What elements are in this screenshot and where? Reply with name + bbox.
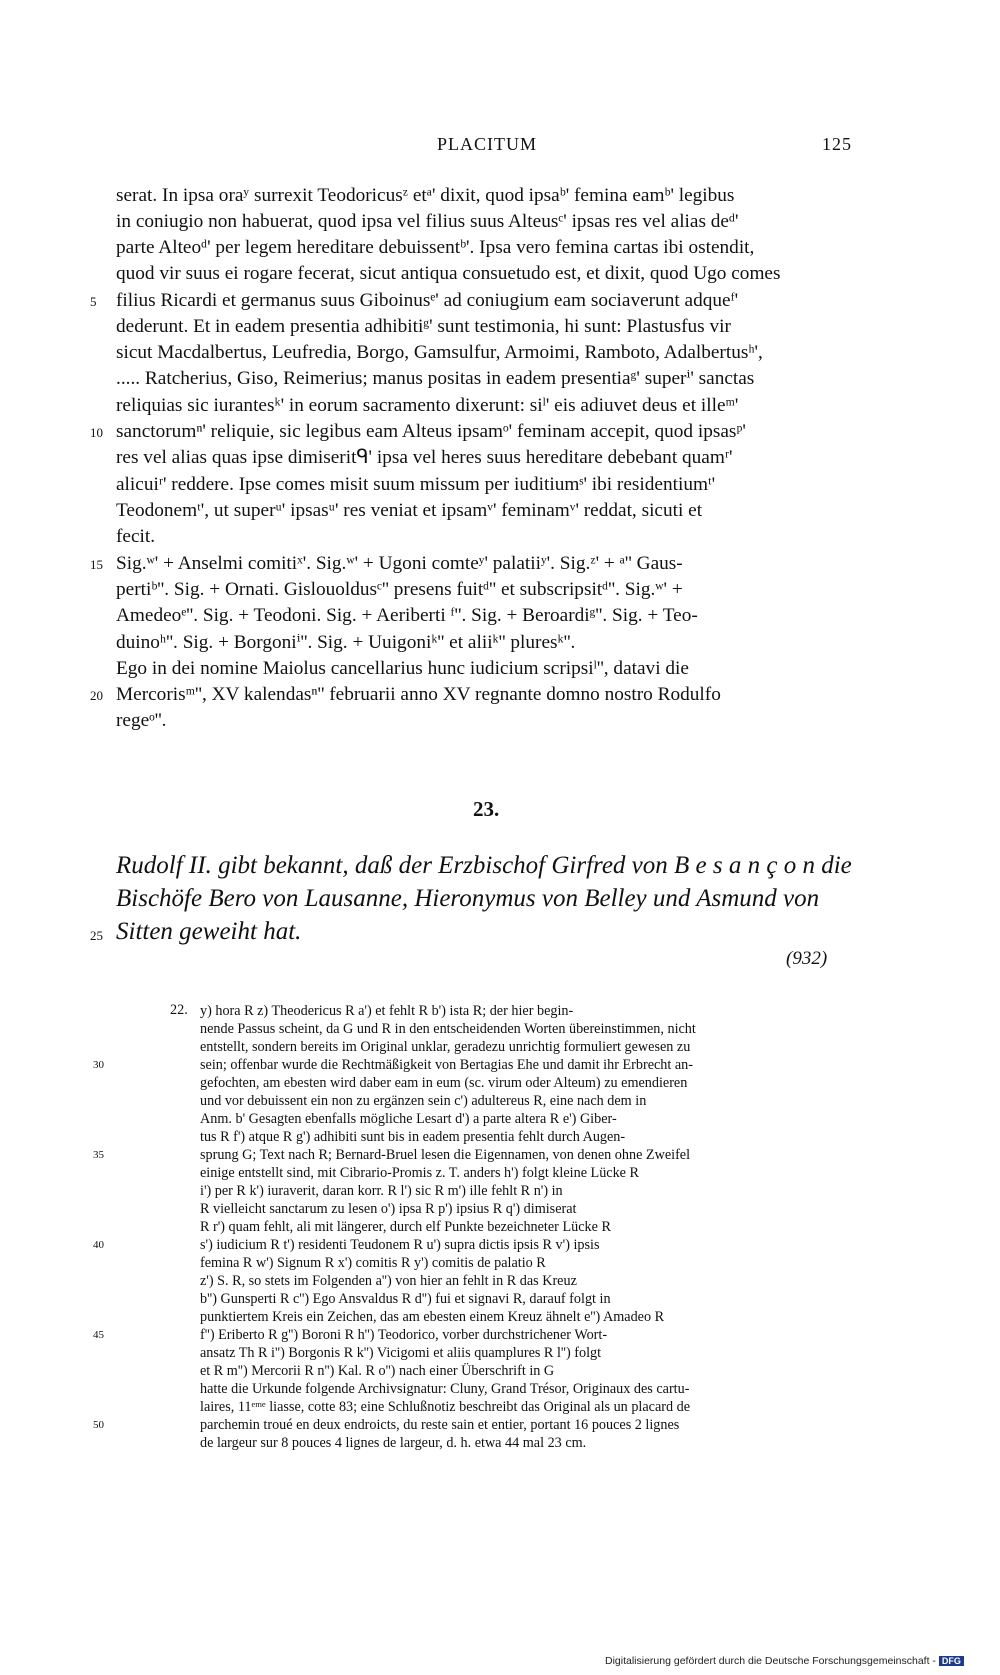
body-line: parte Alteoᵈ' per legem hereditare debuissentᵇ'. Ipsa vero femina cartas ibi ostendit, (116, 237, 755, 258)
digitization-footer (605, 1655, 964, 1667)
line-number: 5 (90, 294, 97, 309)
footnote-line: nende Passus scheint, da G und R in den entscheidenden Worten übereinstimmen, nicht (200, 1021, 696, 1037)
footnote-line: R r') quam fehlt, ali mit längerer, durch elf Punkte bezeichneter Lücke R (200, 1219, 611, 1235)
body-line: Teodonemᵗ', ut superᵘ' ipsasᵘ' res veniat et ipsamᵛ' feminamᵛ' reddat, sicuti et (116, 500, 703, 521)
body-line: sicut Macdalbertus, Leufredia, Borgo, Gamsulfur, Armoimi, Ramboto, Adalbertusʰ', (116, 342, 763, 363)
regest-line: Sitten geweiht hat. (116, 918, 302, 945)
footnote-line: und vor debuissent ein non zu ergänzen sein c') adultereus R, eine nach dem in (200, 1093, 647, 1109)
footnote-line: laires, 11ᵉᵐᵉ liasse, cotte 83; eine Schlußnotiz beschreibt das Original als un placard de (200, 1399, 691, 1415)
line-number: 25 (90, 928, 103, 943)
footnote-line: y) hora R z) Theodericus R a') et fehlt R b') ista R; der hier begin- (200, 1003, 574, 1019)
page-number: 125 (822, 134, 852, 154)
footnote-line: s') iudicium R t') residenti Teudonem R u') supra dictis ipsis R v') ipsis (200, 1237, 600, 1253)
body-line: Mercorisᵐ'', XV kalendasⁿ'' februarii anno XV regnante domno nostro Rodulfo (116, 684, 721, 705)
body-line: sanctorumⁿ' reliquie, sic legibus eam Alteus ipsamᵒ' feminam accepit, quod ipsasᵖ' (116, 421, 746, 442)
body-line: reliquias sic iurantesᵏ' in eorum sacramento dixerunt: siˡ' eis adiuvet deus et illeᵐ' (116, 395, 739, 416)
footnote-line: entstellt, sondern bereits im Original unklar, geradezu unrichtig formuliert gewesen zu (200, 1039, 691, 1055)
footnote-line: femina R w') Signum R x') comitis R y') comitis de palatio R (200, 1255, 546, 1271)
running-title: PLACITUM (437, 134, 538, 154)
footnote-section-ref: 22. (170, 1002, 188, 1018)
footnote-line: sprung G; Text nach R; Bernard-Bruel lesen die Eigennamen, von denen ohne Zweifel (200, 1147, 691, 1163)
footnote-line-number: 40 (93, 1239, 104, 1251)
footnote-line: gefochten, am ebesten wird daber eam in eum (sc. virum oder Alteum) zu emendieren (200, 1075, 688, 1091)
footnote-line: et R m'') Mercorii R n'') Kal. R o'') nach einer Überschrift in G (200, 1363, 555, 1379)
body-line: duinoʰ''. Sig. + Borgoniⁱ''. Sig. + Uuigoniᵏ'' et aliiᵏ'' pluresᵏ''. (116, 632, 576, 653)
footnote-line-number: 35 (93, 1149, 104, 1161)
footer-text: Digitalisierung gefördert durch die Deutsche Forschungsgemeinschaft - (605, 1655, 936, 1667)
body-line: filius Ricardi et germanus suus Giboinusᵉ' ad coniugium eam sociaverunt adqueᶠ' (116, 290, 739, 311)
footnote-line: sein; offenbar wurde die Rechtmäßigkeit von Bertagias Ehe und damit ihr Erbrecht an- (200, 1057, 693, 1073)
body-line: in coniugio non habuerat, quod ipsa vel filius suus Alteusᶜ' ipsas res vel alias deᵈ' (116, 211, 739, 232)
body-line: alicuiʳ' reddere. Ipse comes misit suum missum per iuditiumˢ' ibi residentiumᵗ' (116, 474, 716, 495)
footnote-line-number: 45 (93, 1329, 104, 1341)
body-line: pertiᵇ''. Sig. + Ornati. Gislouoldusᶜ'' presens fuitᵈ'' et subscripsitᵈ''. Sig.ʷ' + (116, 579, 683, 600)
footnote-line: einige entstellt sind, mit Cibrario-Promis z. T. anders h') folgt kleine Lücke R (200, 1165, 639, 1181)
line-number: 20 (90, 688, 103, 703)
dfg-logo: DFG (939, 1656, 964, 1666)
footnote-line: de largeur sur 8 pouces 4 lignes de largeur, d. h. etwa 44 mal 23 cm. (200, 1435, 587, 1451)
body-line: quod vir suus ei rogare fecerat, sicut antiqua consuetudo est, et dixit, quod Ugo comes (116, 263, 781, 284)
body-line: dederunt. Et in eadem presentia adhibitiᵍ' sunt testimonia, hi sunt: Plastusfus vir (116, 316, 731, 337)
footnote-line-number: 50 (93, 1419, 104, 1431)
footnote-line: f'') Eriberto R g'') Boroni R h'') Teodorico, vorber durchstrichener Wort- (200, 1327, 608, 1343)
body-line: Amedeoᵉ''. Sig. + Teodoni. Sig. + Aeriberti ᶠ''. Sig. + Beroardiᵍ''. Sig. + Teo- (116, 605, 698, 626)
footnote-line: hatte die Urkunde folgende Archivsignatur: Cluny, Grand Trésor, Originaux des cartu- (200, 1381, 690, 1397)
footnote-line: R vielleicht sanctarum zu lesen o') ipsa R p') ipsius R q') dimiserat (200, 1201, 577, 1217)
body-line: Ego in dei nomine Maiolus cancellarius hunc iudicium scripsiˡ'', datavi die (116, 658, 689, 679)
regest-line: Bischöfe Bero von Lausanne, Hieronymus von Belley und Asmund von (116, 885, 820, 912)
footnote-line: Anm. b' Gesagten ebenfalls mögliche Lesart d') a parte altera R e') Giber- (200, 1111, 617, 1127)
body-line: res vel alias quas ipse dimiseritᑫ' ipsa vel heres suus hereditare debebant quamʳ' (116, 447, 733, 468)
footnote-line: z') S. R, so stets im Folgenden a'') von hier an fehlt in R das Kreuz (200, 1273, 577, 1289)
body-line: ..... Ratcherius, Giso, Reimerius; manus positas in eadem presentiaᵍ' superⁱ' sanctas (116, 368, 755, 389)
footnote-line: i') per R k') iuraverit, daran korr. R l') sic R m') ille fehlt R n') in (200, 1183, 563, 1199)
line-number: 15 (90, 557, 103, 572)
regest-line: Rudolf II. gibt bekannt, daß der Erzbischof Girfred von B e s a n ç o n die (116, 852, 852, 879)
document-date: (932) (786, 948, 828, 969)
footnote-line: ansatz Th R i'') Borgonis R k'') Vicigomi et aliis quamplures R l'') folgt (200, 1345, 602, 1361)
body-line: regeᵒ''. (116, 710, 167, 731)
footnote-line: parchemin troué en deux endroicts, du reste sain et entier, portant 16 pouces 2 lignes (200, 1417, 680, 1433)
document-number: 23. (473, 797, 500, 821)
body-line: fecit. (116, 526, 156, 547)
footnote-line: tus R f') atque R g') adhibiti sunt bis in eadem presentia fehlt durch Augen- (200, 1129, 626, 1145)
footnote-line: punktiertem Kreis ein Zeichen, das am ebesten einem Kreuz ähnelt e'') Amadeo R (200, 1309, 665, 1325)
body-line: serat. In ipsa oraʸ surrexit Teodoricusᶻ etᵃ' dixit, quod ipsaᵇ' femina eamᵇ' legibus (116, 185, 735, 206)
footnote-line: b'') Gunsperti R c'') Ego Ansvaldus R d'') fui et signavi R, darauf folgt in (200, 1291, 611, 1307)
line-number: 10 (90, 425, 103, 440)
body-line: Sig.ʷ' + Anselmi comitiˣ'. Sig.ʷ' + Ugoni comteʸ' palatiiʸ'. Sig.ᶻ' + ᵃ'' Gaus- (116, 553, 683, 574)
footnote-line-number: 30 (93, 1059, 104, 1071)
